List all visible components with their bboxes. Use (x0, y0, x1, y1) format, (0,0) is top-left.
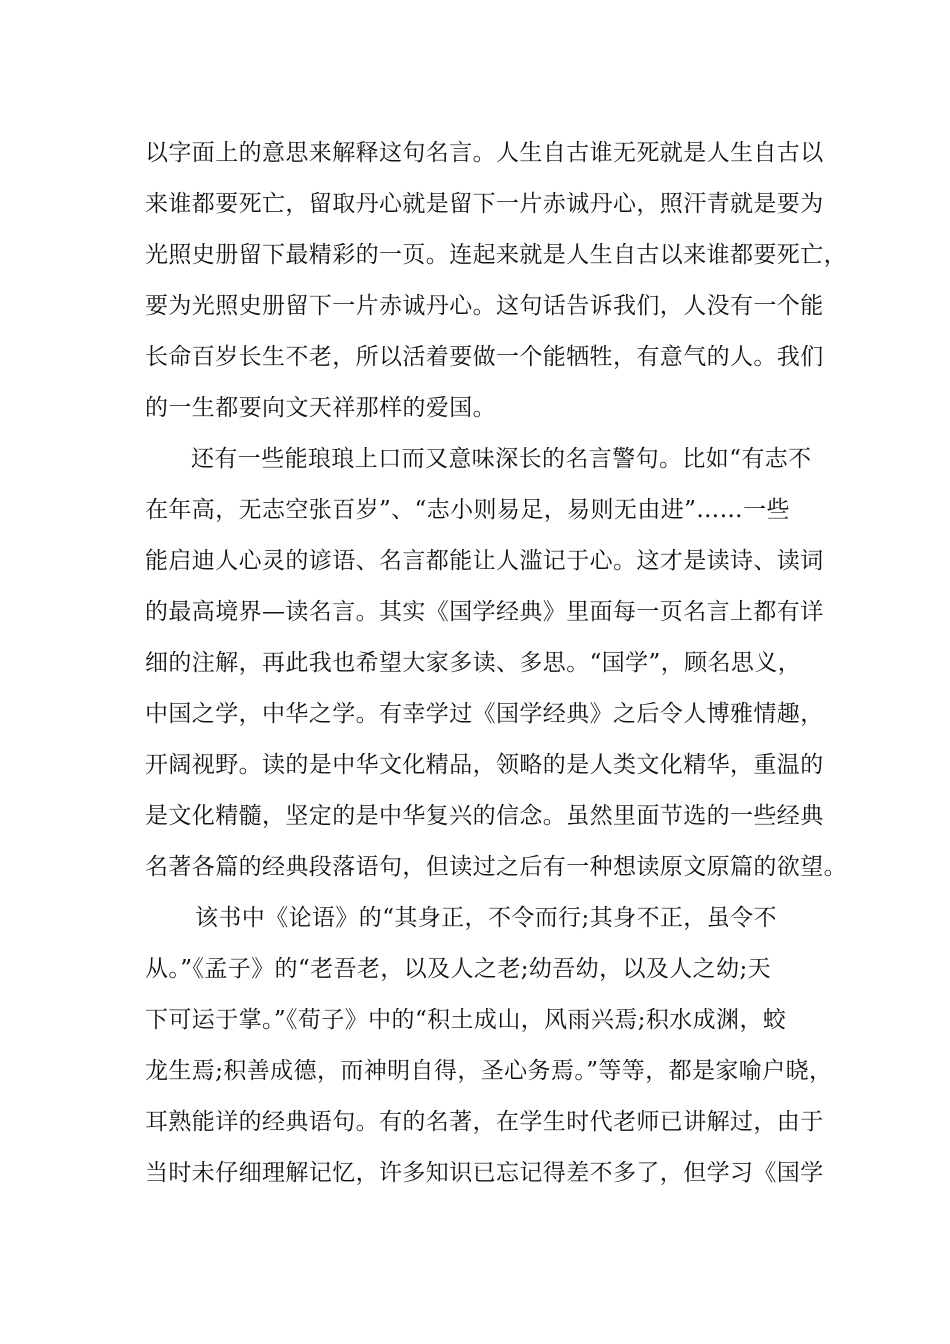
text-line: 还有一些能琅琅上口而又意味深长的名言警句。比如“有志不 (191, 446, 812, 472)
text-block-2 (145, 893, 833, 1199)
text-line: 以字面上的意思来解释这句名言。人生自古谁无死就是人生自古以 (145, 140, 824, 166)
text-line: 要为光照史册留下一片赤诚丹心。这句话告诉我们，人没有一个能 (145, 293, 824, 319)
text-line: 中国之学，中华之学。有幸学过《国学经典》之后令人博雅情趣， (145, 701, 824, 727)
text-line: 从。”《孟子》的“老吾老，以及人之老;幼吾幼，以及人之幼;天 (145, 956, 772, 982)
text-line: 开阔视野。读的是中华文化精品，领略的是人类文化精华，重温的 (145, 752, 824, 778)
text-line: 当时未仔细理解记忆，许多知识已忘记得差不多了，但学习《国学 (145, 1160, 824, 1186)
text-line: 名著各篇的经典段落语句，但读过之后有一种想读原文原篇的欲望。 (145, 854, 847, 880)
text-line: 该书中《论语》的“其身正，不令而行;其身不正，虽令不 (195, 905, 777, 931)
text-line: 来谁都要死亡，留取丹心就是留下一片赤诚丹心，照汗青就是要为 (145, 191, 824, 217)
text-line: 长命百岁长生不老，所以活着要做一个能牺牲，有意气的人。我们 (145, 344, 824, 370)
text-line: 下可运于掌。”《荀子》中的“积土成山，风雨兴焉;积水成渊，蛟 (145, 1007, 787, 1033)
text-line: 能启迪人心灵的谚语、名言都能让人滥记于心。这才是读诗、读词 (145, 548, 824, 574)
text-line: 光照史册留下最精彩的一页。连起来就是人生自古以来谁都要死亡， (145, 242, 847, 268)
text-block-1 (145, 128, 847, 893)
text-line: 是文化精髓，坚定的是中华复兴的信念。虽然里面节选的一些经典 (145, 803, 824, 829)
text-line: 的最高境界—读名言。其实《国学经典》里面每一页名言上都有详 (145, 599, 824, 625)
text-line: 龙生焉;积善成德，而神明自得，圣心务焉。”等等，都是家喻户晓， (145, 1058, 833, 1084)
text-line: 的一生都要向文天祥那样的爱国。 (145, 395, 496, 421)
text-line: 细的注解，再此我也希望大家多读、多思。“国学”，顾名思义， (145, 650, 802, 676)
text-line: 在年高，无志空张百岁”、“志小则易足，易则无由进”……一些 (145, 497, 790, 523)
text-line: 耳熟能详的经典语句。有的名著，在学生时代老师已讲解过，由于 (145, 1109, 824, 1135)
